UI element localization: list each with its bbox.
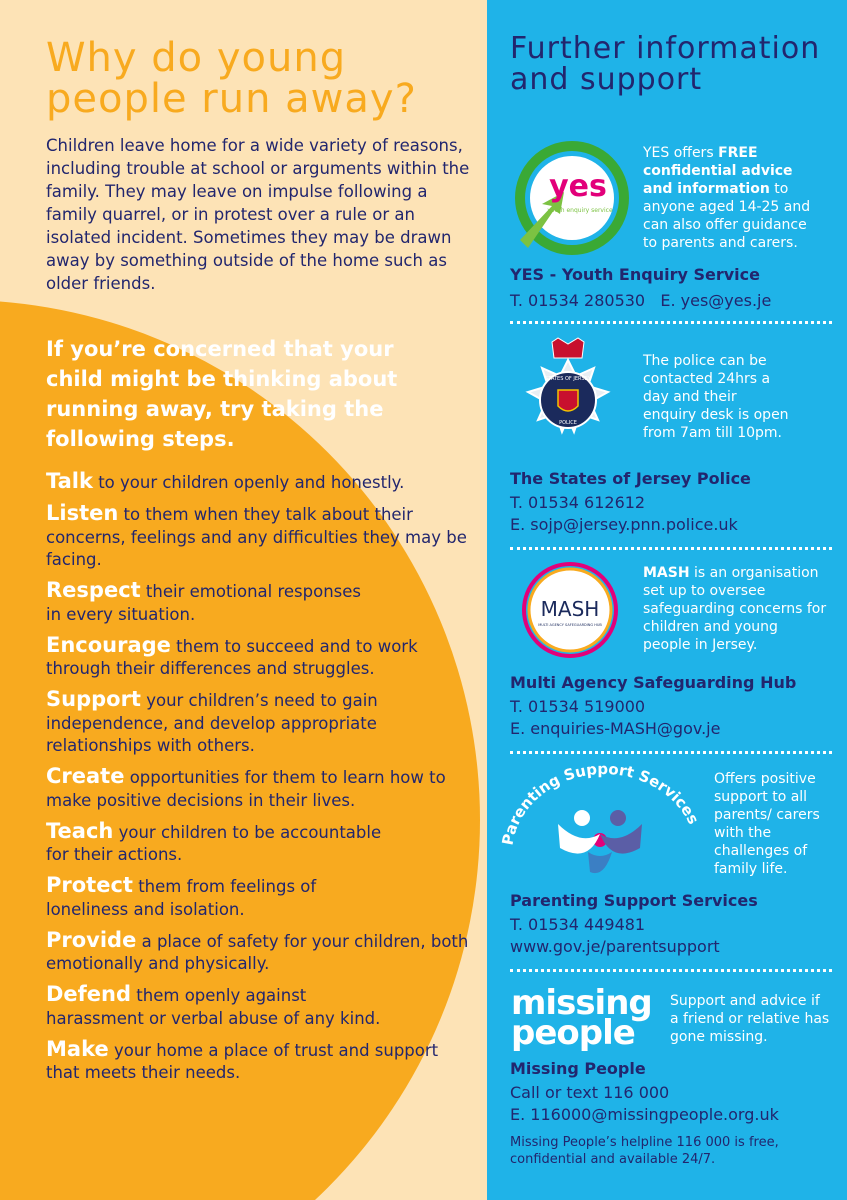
mash-email[interactable]: E. enquiries-MASH@gov.je xyxy=(510,719,721,738)
step-item xyxy=(46,983,471,1030)
police-badge-icon xyxy=(512,336,624,464)
parenting-website-link[interactable]: www.gov.je/parentsupport xyxy=(510,937,720,956)
step-item xyxy=(46,874,471,921)
missing-contact xyxy=(510,1058,835,1126)
parenting-phone[interactable]: T. 01534 449481 xyxy=(510,915,646,934)
step-keyword: Listen xyxy=(46,501,119,525)
yes-name: YES - Youth Enquiry Service xyxy=(510,265,760,284)
step-text: opportunities for them to learn how to make positive decisions in their lives. xyxy=(46,768,446,810)
missing-description: Support and advice if a friend or relative has gone missing. xyxy=(670,993,830,1045)
mash-phone[interactable]: T. 01534 519000 xyxy=(510,697,646,716)
parenting-description: Offers positive support to all parents/ carers with the challenges of family life. xyxy=(714,771,820,877)
step-text: them to succeed and to work through their differences and struggles. xyxy=(46,636,418,678)
police-phone[interactable]: T. 01534 612612 xyxy=(510,493,646,512)
missing-logo-line2: people xyxy=(511,1013,635,1053)
police-logo xyxy=(512,336,624,464)
mash-contact xyxy=(510,672,835,740)
mash-logo xyxy=(520,560,620,660)
step-item xyxy=(46,688,471,758)
intro-paragraph: Children leave home for a wide variety of reasons, including trouble at school or arguments within the family. They may leave on impulse following a family quarrel, or in protest over a rule or an isolated incident. Sometimes they may be drawn away by something outside of the home such as older friends. xyxy=(46,136,470,293)
step-text: their emotional responses in every situation. xyxy=(46,582,362,624)
parenting-name: Parenting Support Services xyxy=(510,891,758,910)
missing-phone[interactable]: Call or text 116 000 xyxy=(510,1083,670,1102)
missing-people-logo xyxy=(511,983,652,1053)
step-text: a place of safety for your children, both emotionally and physically. xyxy=(46,931,469,973)
yes-logo xyxy=(512,140,632,260)
yes-desc-bold: FREE confidential advice and information xyxy=(643,145,793,197)
police-contact xyxy=(510,468,835,536)
yes-desc-text-2: to anyone aged 14-25 and can also offer guidance to parents and carers. xyxy=(643,181,811,251)
divider xyxy=(510,969,832,972)
parenting-logo xyxy=(500,764,705,884)
step-keyword: Make xyxy=(46,1036,109,1061)
police-description: The police can be contacted 24hrs a day and their enquiry desk is open from 7am till 10pm. xyxy=(643,353,789,441)
mash-logo-text: MASH xyxy=(540,597,600,621)
parenting-logo-text: Parenting Support Services xyxy=(500,764,703,847)
steps-list xyxy=(46,470,471,1092)
police-logo-text: STATES OF JERSEY xyxy=(545,376,591,382)
yes-logo-sub: youth enquiry service xyxy=(547,207,613,214)
step-keyword: Encourage xyxy=(46,632,171,657)
divider xyxy=(510,751,832,754)
step-item xyxy=(46,765,471,812)
step-item xyxy=(46,929,471,976)
step-item xyxy=(46,470,471,495)
divider xyxy=(510,321,832,324)
yes-phone-email[interactable]: T. 01534 280530 E. yes@yes.je xyxy=(510,291,772,310)
step-item xyxy=(46,579,471,626)
mash-logo-graphic xyxy=(520,560,620,660)
left-title: Why do young people run away? xyxy=(46,35,417,122)
step-text: them openly against harassment or verbal abuse of any kind. xyxy=(46,986,381,1028)
missing-email[interactable]: E. 116000@missingpeople.org.uk xyxy=(510,1105,779,1124)
step-keyword: Defend xyxy=(46,982,132,1006)
step-keyword: Talk xyxy=(46,469,93,493)
step-text: your home a place of trust and support that meets their needs. xyxy=(46,1040,439,1082)
yes-desc-text: YES offers xyxy=(643,145,719,161)
mash-description xyxy=(643,564,828,654)
step-keyword: Create xyxy=(46,764,125,788)
police-logo-sub: POLICE xyxy=(559,420,577,426)
step-item xyxy=(46,502,471,572)
missing-footnote: Missing People’s helpline 116 000 is free, confidential and available 24/7. xyxy=(510,1135,779,1167)
step-text: your children to be accountable for their actions. xyxy=(46,822,382,864)
police-email[interactable]: E. sojp@jersey.pnn.police.uk xyxy=(510,515,738,534)
mash-logo-sub: MULTI AGENCY SAFEGUARDING HUB xyxy=(538,623,602,627)
mash-name: Multi Agency Safeguarding Hub xyxy=(510,673,797,692)
parenting-logo-graphic xyxy=(500,764,705,884)
step-keyword: Protect xyxy=(46,873,133,897)
missing-logo-line1: missing xyxy=(511,983,652,1023)
step-item xyxy=(46,634,471,681)
step-keyword: Provide xyxy=(46,927,137,952)
step-keyword: Respect xyxy=(46,578,141,602)
step-text: your children’s need to gain independence, and develop appropriate relationships with others. xyxy=(46,691,378,755)
step-item xyxy=(46,820,471,867)
parenting-contact xyxy=(510,890,835,958)
police-name: The States of Jersey Police xyxy=(510,469,751,488)
divider xyxy=(510,547,832,550)
step-keyword: Teach xyxy=(46,818,114,843)
yes-description xyxy=(643,144,823,252)
right-title: Further information and support xyxy=(510,31,821,97)
missing-name: Missing People xyxy=(510,1059,646,1078)
concern-heading: If you’re concerned that your child might be thinking about running away, try taking the following steps. xyxy=(46,337,398,451)
mash-desc-text: is an organisation set up to oversee safeguarding concerns for children and young people in Jersey. xyxy=(643,565,827,653)
yes-logo-text: yes xyxy=(549,169,607,204)
step-text: to them when they talk about their concerns, feelings and any difficulties they may be facing. xyxy=(46,505,467,569)
step-keyword: Support xyxy=(46,687,141,711)
step-text: to your children openly and honestly. xyxy=(92,473,405,492)
yes-logo-graphic xyxy=(512,140,632,260)
mash-desc-bold: MASH xyxy=(643,565,690,581)
step-item xyxy=(46,1038,471,1085)
yes-contact xyxy=(510,264,835,312)
step-text: them from feelings of loneliness and isolation. xyxy=(46,877,317,919)
